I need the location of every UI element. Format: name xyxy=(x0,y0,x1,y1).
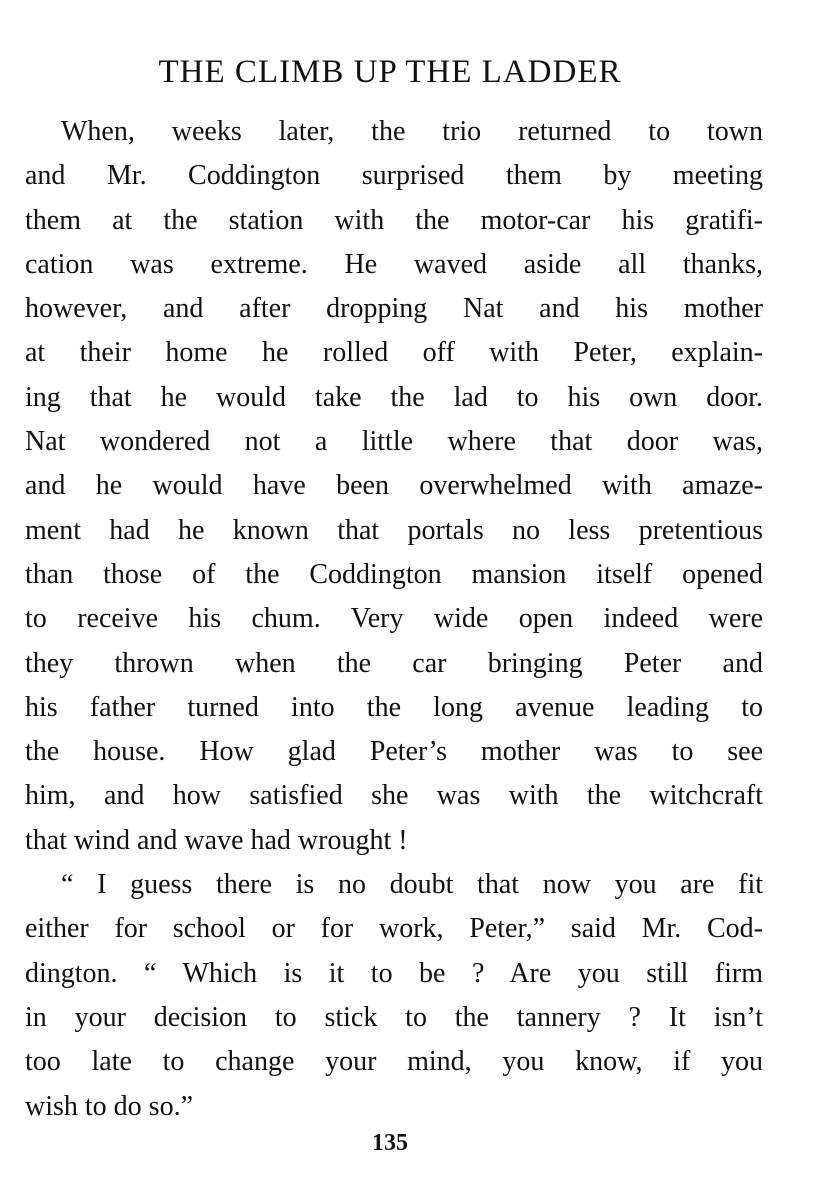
text-line: ment had he known that portals no less pretentious xyxy=(25,514,763,546)
text-line: to receive his chum. Very wide open indeed were xyxy=(25,603,763,635)
text-line: When, weeks later, the trio returned to town xyxy=(61,116,763,147)
text-line: and he would have been overwhelmed with amaze- xyxy=(25,470,763,502)
text-line: wish to do so.” xyxy=(25,1090,193,1122)
paragraph-2 xyxy=(25,863,763,1129)
text-line: too late to change your mind, you know, if you xyxy=(25,1046,763,1078)
text-line: in your decision to stick to the tannery ? It isn’t xyxy=(25,1001,763,1033)
text-line: that wind and wave had wrought ! xyxy=(25,824,408,856)
text-line: either for school or for work, Peter,” said Mr. Cod- xyxy=(25,913,763,945)
text-line: the house. How glad Peter’s mother was to see xyxy=(25,736,763,768)
text-line: dington. “ Which is it to be ? Are you still firm xyxy=(25,957,763,989)
text-line: and Mr. Coddington surprised them by meeting xyxy=(25,160,763,192)
running-head: THE CLIMB UP THE LADDER xyxy=(158,54,622,90)
text-line: at their home he rolled off with Peter, explain- xyxy=(25,337,763,369)
text-line: his father turned into the long avenue leading to xyxy=(25,691,763,723)
text-line: him, and how satisfied she was with the witchcraft xyxy=(25,780,763,812)
text-line: cation was extreme. He waved aside all thanks, xyxy=(25,248,763,280)
text-line: they thrown when the car bringing Peter and xyxy=(25,647,763,679)
text-line: ing that he would take the lad to his own door. xyxy=(25,381,763,413)
text-line: than those of the Coddington mansion itself opened xyxy=(25,558,763,590)
text-line: them at the station with the motor-car his gratifi- xyxy=(25,204,763,236)
text-line: “ I guess there is no doubt that now you are fit xyxy=(61,869,763,901)
paragraph-1 xyxy=(25,110,763,863)
body-text xyxy=(25,110,763,1129)
text-line: Nat wondered not a little where that door was, xyxy=(25,426,763,458)
page-number: 135 xyxy=(372,1130,408,1156)
text-line: however, and after dropping Nat and his mother xyxy=(25,293,763,325)
